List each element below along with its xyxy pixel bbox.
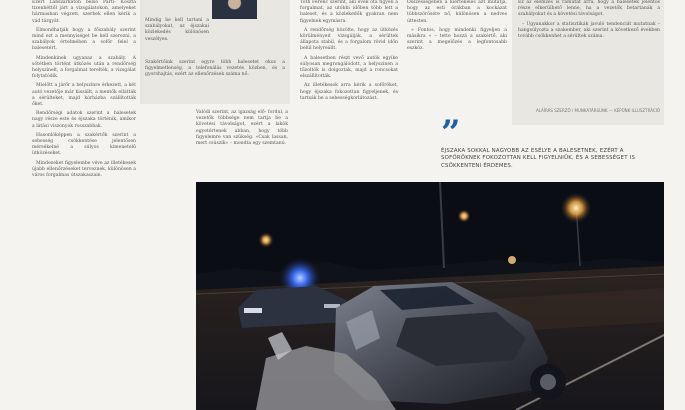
paragraph: Mindezeket figyelembe véve az illetékesek újabb ellenőrzéseket terveznek, különösen a város forgalmas útszakaszain. (32, 160, 136, 179)
photo-illustration (196, 182, 664, 410)
paragraph: Ezért Lábszárkaton belső Parti- Koszta tizenhéttől járt a vizsgálatokon, amelyeket hármasban végzett, szerbek ellen kérik a vád tárgyát. (32, 0, 136, 24)
paragraph: A balesetben részt vevő autók egyike súlyosan megrongálódott, a helyszínen a tűzoltók is dolgoztak, majd a roncsokat elszállították. (300, 55, 398, 80)
headlight (244, 308, 262, 313)
distant-light (508, 256, 516, 264)
caption-text: Mindig be kell tartani a szabályokat, az éjszakai közlekedés különösen veszélyes. (145, 18, 209, 42)
paragraph: » Fontos, hogy mindenki figyeljen a másikra « – tette hozzá a szakértő, aki szerint a megelőzés a legfontosabb eszköz. (407, 27, 507, 52)
article-column-4 (300, 0, 398, 105)
street-lamp-light (457, 209, 471, 223)
paragraph: Valódi szerint, az igazság elő- fordul, a vezetők többsége nem tartja be a követési távolságot, ezért a lakók egyetértenek abban, hogy több figyelemre van szükség. »Csak lassan, mert csúszik« – mondta egy szemtanú. (196, 110, 288, 147)
paragraph: – Ugyanakkor a statisztikák javuló tendenciát mutatnak – hangsúlyozta a szakember, aki szerint a következő években tovább csökkenhet a sérültek száma. (518, 21, 660, 40)
night-car-crash-photo (196, 182, 664, 410)
paragraph: Összességében a kiértékelés azt mutatja, hogy az esti órákban a kockázat többszörösére nő, különösen a nedves úttesten. (407, 0, 507, 24)
paragraph: Elmondhatják hogy a főszabály szerint mind ezt a mennyiséget be kell szerezni, a szabályok értelmében a sofőr felel a balesetért. (32, 27, 136, 52)
sidebar-caption (145, 18, 209, 46)
article-column-5 (407, 0, 507, 56)
quote-icon: ” (441, 113, 461, 153)
info-box-text (518, 0, 660, 43)
paragraph: Az illetékesek arra kérik a sofőröket, hogy éjszaka fokozottan figyeljenek, és tartsák be a sebességkorlátozást. (300, 83, 398, 101)
paragraph: Rendőrségi adatok szerint a balesetek nagy része este és éjszaka történik, amikor a látási viszonyok rosszabbak. (32, 111, 136, 129)
author-portrait-image (212, 0, 257, 19)
paragraph: Szakértőink szerint egyre több balesetet okoz a figyelmetlenség, a telefonálás vezetés közben, és a gyorshajtás, ezért az ellenőrzések száma nő. (145, 60, 285, 78)
paragraph: Mielőtt a járőr a helyszínre érkezett, a két autó vezetője már kiszállt, a mentők ellátták a sérülteket, majd kórházba szállították őket. (32, 83, 136, 108)
byline-signature: ALÁÍRÁS SZERZŐ / MUNKATÁRSUNK — KÉPÜNK ILLUSZTRÁCIÓ (536, 108, 660, 113)
paragraph: Mindenkinek ugyanaz a szabály. A sötétben történt ütközés után a rendőrség helyszínelt, a forgalmat terelték, a vizsgálat folytatódik. (32, 55, 136, 80)
paragraph: Hasonlóképpen a szakértők szerint a sebesség csökkentése jelentősen mérsékelné a súlyos kimenetelű ütközéseket. (32, 132, 136, 157)
street-lamp-light (258, 232, 274, 248)
sidebar-text (145, 60, 285, 82)
article-column-3 (196, 110, 288, 150)
car-wheel-hub (540, 374, 556, 390)
paragraph: Ez az elemzés is rámutat arra, hogy a balesetek jelentős része elkerülhető lenne, ha a vezetők betartanák a szabályokat és a követési távolságot. (518, 0, 660, 18)
paragraph: Tóth Ferenc szerint, aki évek óta figyeli a forgalmat, az utóbbi időben több lett a baleset, és a közlekedők gyakran nem figyelnek egymásra. (300, 0, 398, 24)
article-column-1 (32, 0, 136, 410)
paragraph: A rendőrség közölte, hogy az ütközés körülményeit vizsgálják, a sérültek állapota stabil, és a forgalom rövid időn belül helyreállt. (300, 27, 398, 52)
street-lamp-light (560, 192, 592, 224)
pull-quote: ÉJSZAKA SOKKAL NAGYOBB AZ ESÉLYE A BALESETNEK, EZÉRT A SOFŐRÖKNEK FOKOZOTTAN KELL FIGYELNIÜK, ÉS A SEBESSÉGET IS CSÖKKENTENI ÉRDEMES. (441, 148, 636, 169)
